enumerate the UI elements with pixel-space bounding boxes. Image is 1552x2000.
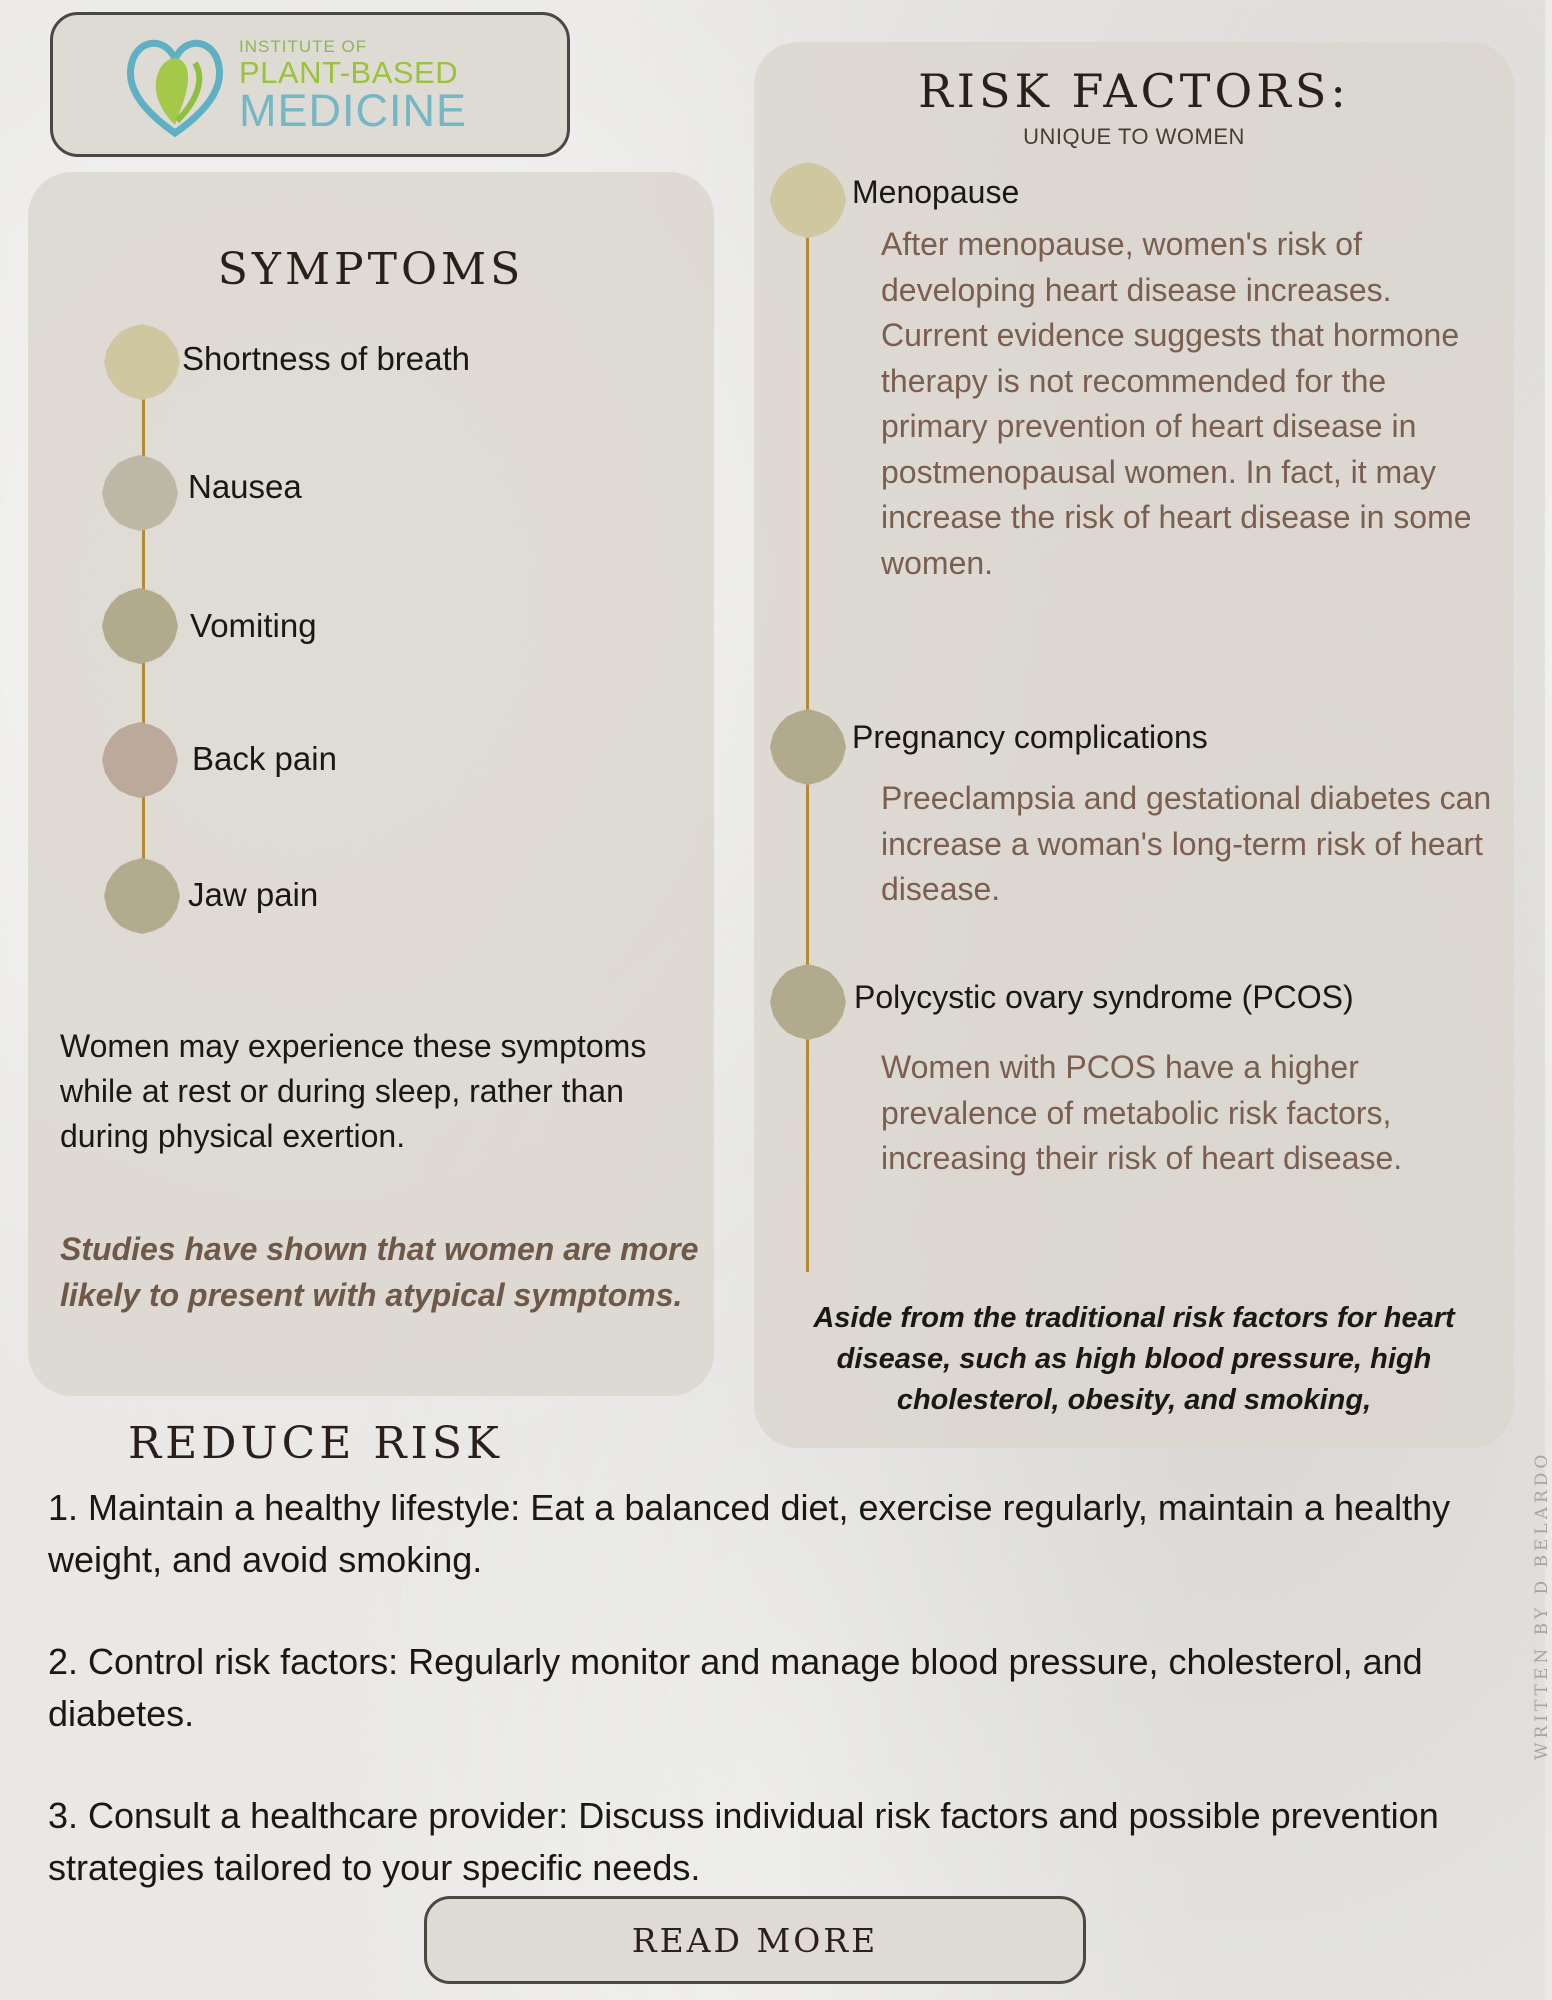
logo-text bbox=[239, 37, 468, 136]
risk-item-title-menopause: Menopause bbox=[852, 174, 1020, 210]
risk-dot-2 bbox=[770, 709, 846, 785]
symptoms-title: SYMPTOMS bbox=[217, 244, 525, 295]
read-more-button[interactable]: READ MORE bbox=[424, 1896, 1086, 1984]
symptoms-panel bbox=[28, 172, 714, 1396]
symptom-item-3: Vomiting bbox=[190, 607, 317, 644]
symptom-dot-1 bbox=[104, 324, 180, 400]
symptom-item-4: Back pain bbox=[192, 740, 337, 777]
symptom-dot-4 bbox=[102, 722, 178, 798]
symptom-item-1: Shortness of breath bbox=[182, 340, 471, 377]
symptoms-italic-note: Studies have shown that women are more likely to present with atypical symptoms. bbox=[60, 1231, 699, 1313]
symptom-dot-5 bbox=[104, 858, 180, 934]
risk-item-title-pregnancy: Pregnancy complications bbox=[852, 719, 1208, 755]
reduce-risk-item-2: 2. Control risk factors: Regularly monitor and manage blood pressure, cholesterol, and diabetes. bbox=[48, 1641, 1423, 1734]
risk-dot-3 bbox=[770, 964, 846, 1040]
symptom-dot-2 bbox=[102, 455, 178, 531]
reduce-risk-item-3: 3. Consult a healthcare provider: Discuss individual risk factors and possible prevention strategies tailored to your specific needs. bbox=[48, 1795, 1439, 1888]
risk-factors-panel bbox=[754, 42, 1514, 1448]
symptom-dot-3 bbox=[102, 588, 178, 664]
symptom-item-2: Nausea bbox=[188, 468, 302, 505]
risk-item-body-pcos: Women with PCOS have a higher prevalence of metabolic risk factors, increasing their risk of heart disease. bbox=[881, 1049, 1403, 1176]
risk-factors-aside: Aside from the traditional risk factors for heart disease, such as high blood pressure, high cholesterol, obesity, and smoking, bbox=[813, 1302, 1455, 1416]
risk-factors-subtitle: UNIQUE TO WOMEN bbox=[1023, 124, 1245, 149]
risk-dot-1 bbox=[770, 162, 846, 238]
symptom-item-5: Jaw pain bbox=[188, 876, 319, 913]
heart-leaf-logo-icon bbox=[125, 33, 225, 138]
logo-line-3: MEDICINE bbox=[239, 85, 468, 136]
risk-factors-title: RISK FACTORS: bbox=[918, 64, 1350, 118]
risk-item-body-menopause: After menopause, women's risk of developing heart disease increases. Current evidence suggests that hormone therapy is not recommended for the primary prevention of heart disease in postmenopausal women. In fact, it may increase the risk of heart disease in some women. bbox=[881, 226, 1472, 581]
symptoms-paragraph: Women may experience these symptoms while at rest or during sleep, rather than during physical exertion. bbox=[60, 1028, 647, 1154]
logo-box bbox=[50, 12, 570, 157]
logo-line-2: PLANT-BASED bbox=[239, 55, 459, 90]
logo-line-1: INSTITUTE OF bbox=[239, 37, 368, 56]
reduce-risk-title: REDUCE RISK bbox=[128, 1418, 503, 1469]
author-credit: WRITTEN BY D BELARDO bbox=[1532, 1450, 1552, 1760]
reduce-risk-list bbox=[48, 1482, 1508, 1944]
risk-item-title-pcos: Polycystic ovary syndrome (PCOS) bbox=[854, 979, 1354, 1015]
risk-item-body-pregnancy: Preeclampsia and gestational diabetes can increase a woman's long-term risk of heart disease. bbox=[881, 780, 1492, 907]
reduce-risk-item-1: 1. Maintain a healthy lifestyle: Eat a balanced diet, exercise regularly, maintain a healthy weight, and avoid smoking. bbox=[48, 1487, 1451, 1580]
